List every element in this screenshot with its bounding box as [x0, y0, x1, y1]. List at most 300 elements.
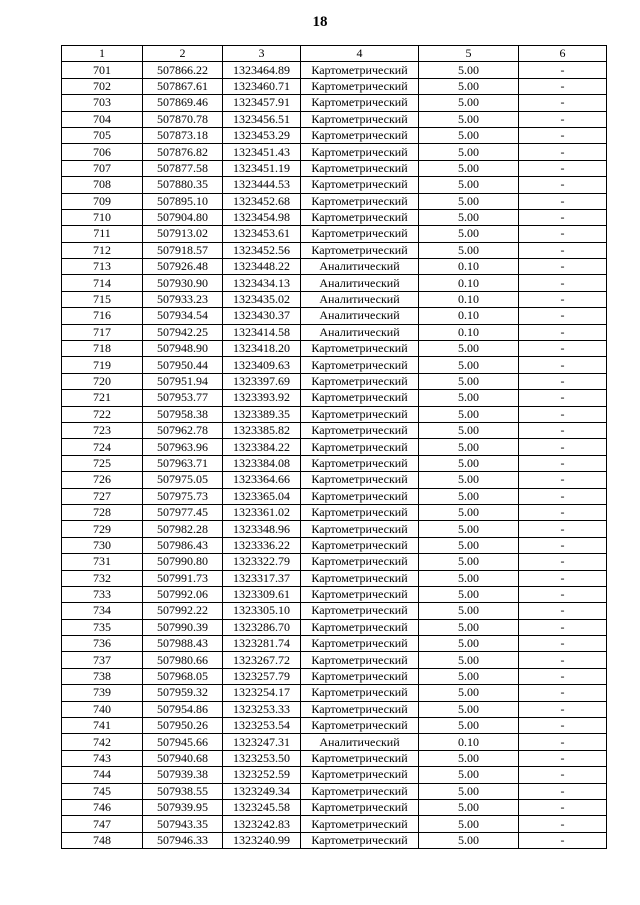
y-coordinate-cell: 1323460.71	[223, 78, 301, 94]
x-coordinate-cell: 507992.06	[143, 586, 223, 602]
accuracy-cell: 5.00	[419, 373, 519, 389]
accuracy-cell: 5.00	[419, 160, 519, 176]
y-coordinate-cell: 1323242.83	[223, 816, 301, 832]
x-coordinate-cell: 507869.46	[143, 95, 223, 111]
x-coordinate-cell: 507870.78	[143, 111, 223, 127]
method-cell: Картометрический	[301, 701, 419, 717]
method-cell: Картометрический	[301, 603, 419, 619]
table-row	[62, 275, 607, 291]
x-coordinate-cell: 507950.44	[143, 357, 223, 373]
x-coordinate-cell: 507977.45	[143, 504, 223, 520]
x-coordinate-cell: 507948.90	[143, 341, 223, 357]
accuracy-cell: 5.00	[419, 554, 519, 570]
table-row	[62, 373, 607, 389]
point-number-cell: 740	[62, 701, 143, 717]
y-coordinate-cell: 1323389.35	[223, 406, 301, 422]
y-coordinate-cell: 1323451.43	[223, 144, 301, 160]
method-cell: Картометрический	[301, 799, 419, 815]
method-cell: Картометрический	[301, 767, 419, 783]
note-cell: -	[519, 275, 607, 291]
point-number-cell: 712	[62, 242, 143, 258]
y-coordinate-cell: 1323414.58	[223, 324, 301, 340]
y-coordinate-cell: 1323252.59	[223, 767, 301, 783]
note-cell: -	[519, 209, 607, 225]
note-cell: -	[519, 242, 607, 258]
table-row	[62, 504, 607, 520]
x-coordinate-cell: 507963.96	[143, 439, 223, 455]
method-cell: Картометрический	[301, 357, 419, 373]
y-coordinate-cell: 1323385.82	[223, 422, 301, 438]
point-number-cell: 745	[62, 783, 143, 799]
method-cell: Картометрический	[301, 685, 419, 701]
accuracy-cell: 5.00	[419, 636, 519, 652]
x-coordinate-cell: 507991.73	[143, 570, 223, 586]
method-cell: Картометрический	[301, 406, 419, 422]
note-cell: -	[519, 685, 607, 701]
point-number-cell: 747	[62, 816, 143, 832]
method-cell: Картометрический	[301, 209, 419, 225]
x-coordinate-cell: 507950.26	[143, 718, 223, 734]
x-coordinate-cell: 507943.35	[143, 816, 223, 832]
note-cell: -	[519, 636, 607, 652]
point-number-cell: 742	[62, 734, 143, 750]
x-coordinate-cell: 507939.95	[143, 799, 223, 815]
note-cell: -	[519, 783, 607, 799]
accuracy-cell: 5.00	[419, 95, 519, 111]
method-cell: Картометрический	[301, 160, 419, 176]
method-cell: Аналитический	[301, 275, 419, 291]
x-coordinate-cell: 507913.02	[143, 226, 223, 242]
column-header: 2	[143, 46, 223, 62]
table-row	[62, 406, 607, 422]
x-coordinate-cell: 507877.58	[143, 160, 223, 176]
method-cell: Картометрический	[301, 111, 419, 127]
point-number-cell: 735	[62, 619, 143, 635]
point-number-cell: 713	[62, 259, 143, 275]
table-row	[62, 799, 607, 815]
method-cell: Картометрический	[301, 652, 419, 668]
accuracy-cell: 5.00	[419, 488, 519, 504]
accuracy-cell: 5.00	[419, 668, 519, 684]
point-number-cell: 703	[62, 95, 143, 111]
point-number-cell: 719	[62, 357, 143, 373]
method-cell: Картометрический	[301, 373, 419, 389]
note-cell: -	[519, 259, 607, 275]
method-cell: Картометрический	[301, 144, 419, 160]
accuracy-cell: 5.00	[419, 783, 519, 799]
accuracy-cell: 0.10	[419, 275, 519, 291]
point-number-cell: 741	[62, 718, 143, 734]
x-coordinate-cell: 507904.80	[143, 209, 223, 225]
note-cell: -	[519, 472, 607, 488]
y-coordinate-cell: 1323245.58	[223, 799, 301, 815]
table-row	[62, 78, 607, 94]
x-coordinate-cell: 507954.86	[143, 701, 223, 717]
table-row	[62, 95, 607, 111]
note-cell: -	[519, 341, 607, 357]
note-cell: -	[519, 537, 607, 553]
y-coordinate-cell: 1323409.63	[223, 357, 301, 373]
accuracy-cell: 5.00	[419, 127, 519, 143]
method-cell: Картометрический	[301, 422, 419, 438]
x-coordinate-cell: 507876.82	[143, 144, 223, 160]
method-cell: Картометрический	[301, 95, 419, 111]
accuracy-cell: 5.00	[419, 226, 519, 242]
table-body	[62, 62, 607, 849]
method-cell: Картометрический	[301, 341, 419, 357]
y-coordinate-cell: 1323457.91	[223, 95, 301, 111]
point-number-cell: 731	[62, 554, 143, 570]
note-cell: -	[519, 62, 607, 78]
note-cell: -	[519, 95, 607, 111]
point-number-cell: 722	[62, 406, 143, 422]
accuracy-cell: 5.00	[419, 816, 519, 832]
accuracy-cell: 5.00	[419, 422, 519, 438]
table-row	[62, 242, 607, 258]
page-number: 18	[312, 14, 328, 30]
y-coordinate-cell: 1323253.50	[223, 750, 301, 766]
x-coordinate-cell: 507962.78	[143, 422, 223, 438]
y-coordinate-cell: 1323281.74	[223, 636, 301, 652]
x-coordinate-cell: 507946.33	[143, 832, 223, 848]
table-row	[62, 308, 607, 324]
table-row	[62, 554, 607, 570]
point-number-cell: 717	[62, 324, 143, 340]
note-cell: -	[519, 291, 607, 307]
accuracy-cell: 5.00	[419, 619, 519, 635]
note-cell: -	[519, 701, 607, 717]
method-cell: Картометрический	[301, 390, 419, 406]
note-cell: -	[519, 357, 607, 373]
point-number-cell: 724	[62, 439, 143, 455]
x-coordinate-cell: 507880.35	[143, 177, 223, 193]
y-coordinate-cell: 1323452.56	[223, 242, 301, 258]
table-row	[62, 603, 607, 619]
y-coordinate-cell: 1323253.54	[223, 718, 301, 734]
method-cell: Картометрический	[301, 472, 419, 488]
accuracy-cell: 5.00	[419, 439, 519, 455]
method-cell: Картометрический	[301, 62, 419, 78]
x-coordinate-cell: 507934.54	[143, 308, 223, 324]
point-number-cell: 737	[62, 652, 143, 668]
table-row	[62, 144, 607, 160]
table-row	[62, 619, 607, 635]
accuracy-cell: 0.10	[419, 291, 519, 307]
x-coordinate-cell: 507980.66	[143, 652, 223, 668]
accuracy-cell: 5.00	[419, 832, 519, 848]
accuracy-cell: 0.10	[419, 308, 519, 324]
table-row	[62, 718, 607, 734]
y-coordinate-cell: 1323305.10	[223, 603, 301, 619]
x-coordinate-cell: 507990.80	[143, 554, 223, 570]
table-row	[62, 783, 607, 799]
y-coordinate-cell: 1323464.89	[223, 62, 301, 78]
point-number-cell: 728	[62, 504, 143, 520]
point-number-cell: 720	[62, 373, 143, 389]
method-cell: Картометрический	[301, 177, 419, 193]
point-number-cell: 714	[62, 275, 143, 291]
point-number-cell: 702	[62, 78, 143, 94]
x-coordinate-cell: 507918.57	[143, 242, 223, 258]
y-coordinate-cell: 1323430.37	[223, 308, 301, 324]
table-row	[62, 357, 607, 373]
x-coordinate-cell: 507959.32	[143, 685, 223, 701]
note-cell: -	[519, 111, 607, 127]
accuracy-cell: 5.00	[419, 111, 519, 127]
accuracy-cell: 5.00	[419, 570, 519, 586]
accuracy-cell: 5.00	[419, 521, 519, 537]
note-cell: -	[519, 127, 607, 143]
note-cell: -	[519, 144, 607, 160]
coordinates-table	[61, 45, 607, 849]
table-header-row	[62, 46, 607, 62]
x-coordinate-cell: 507986.43	[143, 537, 223, 553]
y-coordinate-cell: 1323384.08	[223, 455, 301, 471]
y-coordinate-cell: 1323435.02	[223, 291, 301, 307]
point-number-cell: 711	[62, 226, 143, 242]
method-cell: Аналитический	[301, 259, 419, 275]
point-number-cell: 706	[62, 144, 143, 160]
method-cell: Картометрический	[301, 816, 419, 832]
table-row	[62, 570, 607, 586]
y-coordinate-cell: 1323317.37	[223, 570, 301, 586]
y-coordinate-cell: 1323418.20	[223, 341, 301, 357]
y-coordinate-cell: 1323364.66	[223, 472, 301, 488]
y-coordinate-cell: 1323434.13	[223, 275, 301, 291]
method-cell: Картометрический	[301, 521, 419, 537]
accuracy-cell: 5.00	[419, 357, 519, 373]
table-row	[62, 472, 607, 488]
x-coordinate-cell: 507867.61	[143, 78, 223, 94]
table-row	[62, 324, 607, 340]
y-coordinate-cell: 1323448.22	[223, 259, 301, 275]
note-cell: -	[519, 488, 607, 504]
note-cell: -	[519, 718, 607, 734]
point-number-cell: 718	[62, 341, 143, 357]
note-cell: -	[519, 324, 607, 340]
table-row	[62, 193, 607, 209]
column-header: 6	[519, 46, 607, 62]
method-cell: Картометрический	[301, 78, 419, 94]
note-cell: -	[519, 406, 607, 422]
y-coordinate-cell: 1323384.22	[223, 439, 301, 455]
method-cell: Картометрический	[301, 439, 419, 455]
x-coordinate-cell: 507968.05	[143, 668, 223, 684]
method-cell: Аналитический	[301, 324, 419, 340]
table-row	[62, 160, 607, 176]
column-header: 1	[62, 46, 143, 62]
point-number-cell: 708	[62, 177, 143, 193]
y-coordinate-cell: 1323453.61	[223, 226, 301, 242]
method-cell: Картометрический	[301, 619, 419, 635]
table-row	[62, 422, 607, 438]
accuracy-cell: 5.00	[419, 652, 519, 668]
accuracy-cell: 5.00	[419, 341, 519, 357]
table-row	[62, 488, 607, 504]
accuracy-cell: 5.00	[419, 242, 519, 258]
x-coordinate-cell: 507938.55	[143, 783, 223, 799]
method-cell: Картометрический	[301, 668, 419, 684]
accuracy-cell: 5.00	[419, 799, 519, 815]
y-coordinate-cell: 1323453.29	[223, 127, 301, 143]
x-coordinate-cell: 507958.38	[143, 406, 223, 422]
point-number-cell: 743	[62, 750, 143, 766]
table-row	[62, 668, 607, 684]
accuracy-cell: 5.00	[419, 718, 519, 734]
x-coordinate-cell: 507945.66	[143, 734, 223, 750]
x-coordinate-cell: 507988.43	[143, 636, 223, 652]
note-cell: -	[519, 226, 607, 242]
method-cell: Аналитический	[301, 308, 419, 324]
table-row	[62, 127, 607, 143]
method-cell: Картометрический	[301, 570, 419, 586]
note-cell: -	[519, 308, 607, 324]
note-cell: -	[519, 439, 607, 455]
note-cell: -	[519, 832, 607, 848]
method-cell: Картометрический	[301, 636, 419, 652]
y-coordinate-cell: 1323456.51	[223, 111, 301, 127]
point-number-cell: 744	[62, 767, 143, 783]
y-coordinate-cell: 1323365.04	[223, 488, 301, 504]
note-cell: -	[519, 816, 607, 832]
accuracy-cell: 5.00	[419, 193, 519, 209]
method-cell: Картометрический	[301, 586, 419, 602]
y-coordinate-cell: 1323247.31	[223, 734, 301, 750]
table-row	[62, 341, 607, 357]
table-row	[62, 701, 607, 717]
note-cell: -	[519, 390, 607, 406]
point-number-cell: 726	[62, 472, 143, 488]
point-number-cell: 725	[62, 455, 143, 471]
table-row	[62, 816, 607, 832]
method-cell: Картометрический	[301, 488, 419, 504]
accuracy-cell: 5.00	[419, 767, 519, 783]
y-coordinate-cell: 1323444.53	[223, 177, 301, 193]
accuracy-cell: 5.00	[419, 144, 519, 160]
accuracy-cell: 5.00	[419, 603, 519, 619]
accuracy-cell: 5.00	[419, 701, 519, 717]
method-cell: Аналитический	[301, 291, 419, 307]
y-coordinate-cell: 1323286.70	[223, 619, 301, 635]
method-cell: Картометрический	[301, 750, 419, 766]
point-number-cell: 716	[62, 308, 143, 324]
method-cell: Картометрический	[301, 832, 419, 848]
point-number-cell: 733	[62, 586, 143, 602]
point-number-cell: 739	[62, 685, 143, 701]
y-coordinate-cell: 1323267.72	[223, 652, 301, 668]
point-number-cell: 709	[62, 193, 143, 209]
column-header: 4	[301, 46, 419, 62]
accuracy-cell: 5.00	[419, 209, 519, 225]
note-cell: -	[519, 750, 607, 766]
accuracy-cell: 5.00	[419, 685, 519, 701]
method-cell: Картометрический	[301, 127, 419, 143]
accuracy-cell: 5.00	[419, 455, 519, 471]
table-row	[62, 111, 607, 127]
table-row	[62, 521, 607, 537]
point-number-cell: 738	[62, 668, 143, 684]
accuracy-cell: 5.00	[419, 586, 519, 602]
column-header: 5	[419, 46, 519, 62]
y-coordinate-cell: 1323240.99	[223, 832, 301, 848]
table-row	[62, 291, 607, 307]
x-coordinate-cell: 507982.28	[143, 521, 223, 537]
point-number-cell: 701	[62, 62, 143, 78]
accuracy-cell: 0.10	[419, 324, 519, 340]
point-number-cell: 729	[62, 521, 143, 537]
table-row	[62, 209, 607, 225]
table-row	[62, 537, 607, 553]
note-cell: -	[519, 373, 607, 389]
method-cell: Картометрический	[301, 226, 419, 242]
y-coordinate-cell: 1323322.79	[223, 554, 301, 570]
point-number-cell: 748	[62, 832, 143, 848]
note-cell: -	[519, 799, 607, 815]
table-row	[62, 586, 607, 602]
x-coordinate-cell: 507939.38	[143, 767, 223, 783]
note-cell: -	[519, 619, 607, 635]
point-number-cell: 715	[62, 291, 143, 307]
note-cell: -	[519, 193, 607, 209]
note-cell: -	[519, 521, 607, 537]
y-coordinate-cell: 1323253.33	[223, 701, 301, 717]
x-coordinate-cell: 507951.94	[143, 373, 223, 389]
x-coordinate-cell: 507990.39	[143, 619, 223, 635]
method-cell: Картометрический	[301, 718, 419, 734]
note-cell: -	[519, 455, 607, 471]
table-row	[62, 439, 607, 455]
note-cell: -	[519, 734, 607, 750]
x-coordinate-cell: 507933.23	[143, 291, 223, 307]
accuracy-cell: 5.00	[419, 537, 519, 553]
accuracy-cell: 0.10	[419, 259, 519, 275]
note-cell: -	[519, 570, 607, 586]
y-coordinate-cell: 1323336.22	[223, 537, 301, 553]
note-cell: -	[519, 504, 607, 520]
y-coordinate-cell: 1323257.79	[223, 668, 301, 684]
accuracy-cell: 5.00	[419, 504, 519, 520]
method-cell: Картометрический	[301, 783, 419, 799]
table-row	[62, 750, 607, 766]
x-coordinate-cell: 507992.22	[143, 603, 223, 619]
note-cell: -	[519, 586, 607, 602]
method-cell: Картометрический	[301, 537, 419, 553]
x-coordinate-cell: 507940.68	[143, 750, 223, 766]
column-header: 3	[223, 46, 301, 62]
x-coordinate-cell: 507926.48	[143, 259, 223, 275]
point-number-cell: 723	[62, 422, 143, 438]
note-cell: -	[519, 160, 607, 176]
point-number-cell: 727	[62, 488, 143, 504]
x-coordinate-cell: 507930.90	[143, 275, 223, 291]
accuracy-cell: 0.10	[419, 734, 519, 750]
y-coordinate-cell: 1323249.34	[223, 783, 301, 799]
accuracy-cell: 5.00	[419, 390, 519, 406]
table-row	[62, 177, 607, 193]
y-coordinate-cell: 1323451.19	[223, 160, 301, 176]
note-cell: -	[519, 603, 607, 619]
y-coordinate-cell: 1323452.68	[223, 193, 301, 209]
accuracy-cell: 5.00	[419, 750, 519, 766]
table-row	[62, 259, 607, 275]
point-number-cell: 704	[62, 111, 143, 127]
accuracy-cell: 5.00	[419, 177, 519, 193]
x-coordinate-cell: 507975.05	[143, 472, 223, 488]
table-row	[62, 652, 607, 668]
note-cell: -	[519, 668, 607, 684]
table-row	[62, 455, 607, 471]
y-coordinate-cell: 1323348.96	[223, 521, 301, 537]
